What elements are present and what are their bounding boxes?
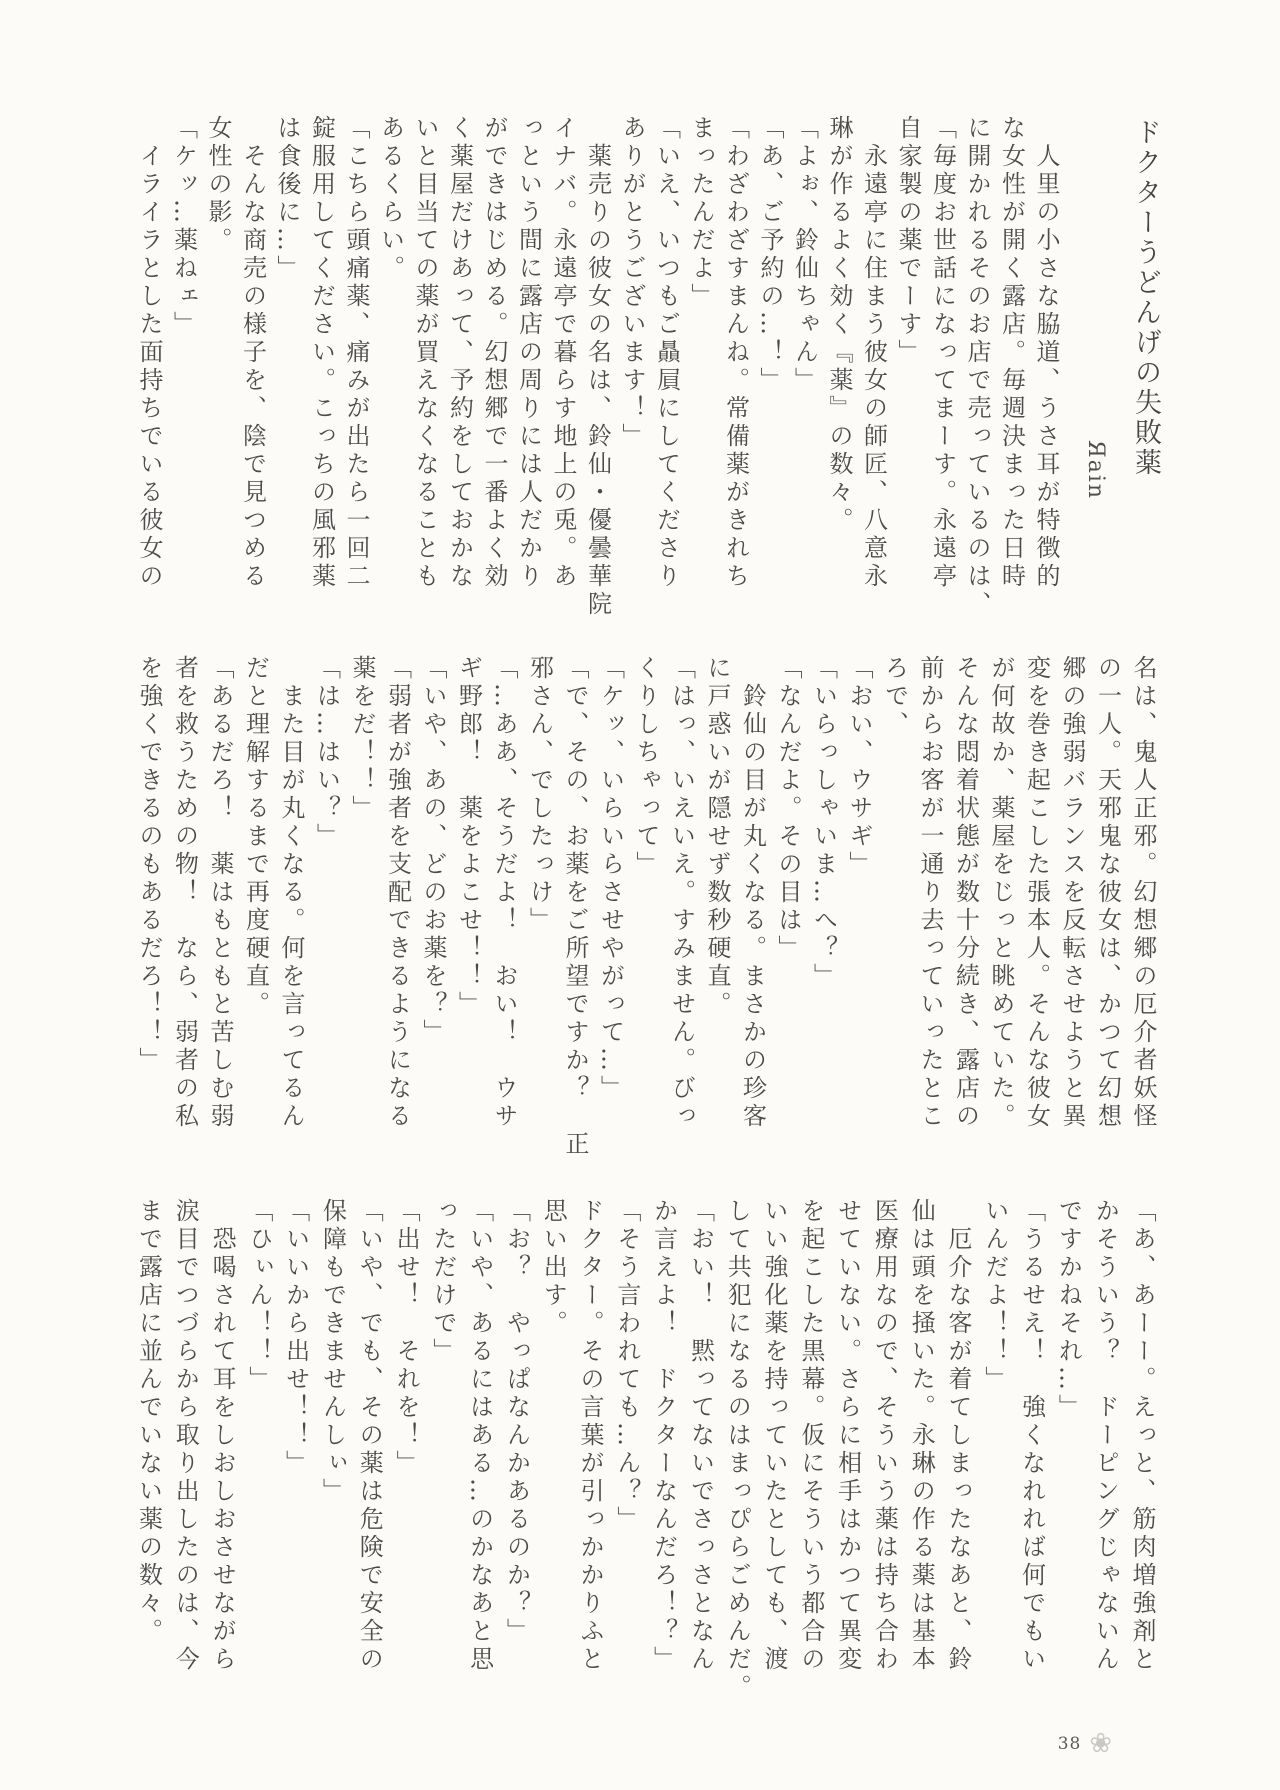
text-line: 「うるせえ！ 強くなれれば何でもい [1017, 1198, 1046, 1674]
page-title: ドクターうどんげの失敗薬 [1130, 118, 1161, 478]
text-line: いい強化薬を持っていたとしても、渡 [760, 1198, 789, 1674]
story-band-1 [132, 115, 1064, 667]
text-line: 錠服用してください。こっちの風邪薬 [307, 115, 336, 591]
text-line: 「おい、ウサギ」 [845, 655, 873, 879]
text-line: まったんだよ」 [687, 115, 715, 311]
text-line: ありがとうございます！」 [618, 115, 646, 451]
text-line: 「わざわざすまんね。常備薬がきれち [721, 115, 750, 591]
text-line: 「おい！ 黙ってないでさっさとなん [686, 1198, 715, 1674]
text-line: イライラとした面持ちでいる彼女の [135, 143, 163, 591]
text-line: 「こちら頭痛薬、痛みが出たら一回二 [342, 115, 370, 591]
text-line: 「出せ！ それを！」 [392, 1198, 421, 1478]
text-line: を起こした黒幕。仮にそういう都合の [796, 1198, 825, 1674]
text-line: 自家製の薬でーす」 [894, 115, 922, 367]
page-footer [1058, 1730, 1112, 1757]
text-line: 薬をだ！！」 [348, 655, 376, 823]
text-line: そんな悶着状態が数十分続き、露店の [951, 655, 980, 1131]
text-line: イナバ。永遠亭で暮らす地上の兎。あ [549, 115, 577, 591]
text-line: 変を巻き起こした張本人。そんな彼女 [1022, 655, 1051, 1131]
text-line: 薬売りの彼女の名は、鈴仙・優曇華院 [583, 143, 612, 619]
text-line: そんな商売の様子を、陰で見つめる [238, 143, 267, 591]
text-line: 鈴仙の目が丸くなる。まさかの珍客 [738, 683, 767, 1131]
text-line: 「いいから出せ！！」 [281, 1198, 310, 1478]
text-line: は食後に…」 [273, 115, 301, 283]
text-line: 「お？ やっぱなんかあるのか？」 [502, 1198, 531, 1646]
text-line: して共犯になるのはまっぴらごめんだ。 [723, 1198, 752, 1702]
text-line: 邪さん、でしたっけ」 [525, 655, 554, 935]
text-line: 「いえ、いつもご贔屓にしてくださり [652, 115, 681, 591]
text-line: だと理解するまで再度硬直。 [241, 655, 270, 1019]
text-line: っという間に露店の周りには人だかり [514, 115, 543, 591]
text-line: 仙は頭を掻いた。永琳の作る薬は基本 [907, 1198, 936, 1674]
text-line: 「いや、あの、どのお薬を？」 [419, 655, 447, 1047]
text-line: 者を救うための物！ なら、弱者の私 [170, 655, 199, 1131]
text-line: 前からお客が一通り去っていったとこ [916, 655, 944, 1131]
text-line: 永遠亭に住まう彼女の師匠、八意永 [859, 143, 888, 591]
flower-icon: ❀ [1089, 1728, 1112, 1759]
text-line: 名は、鬼人正邪。幻想郷の厄介者妖怪 [1129, 655, 1157, 1131]
text-line: あるくらい。 [376, 115, 405, 283]
text-line: な女性が開く露店。毎週決まった日時 [997, 115, 1026, 591]
text-line: 「そう言われても…ん？」 [612, 1198, 641, 1534]
text-line: 恐喝されて耳をしおしおさせながら [208, 1226, 237, 1674]
text-line: を強くできるのもあるだろ！！」 [135, 655, 163, 1075]
text-line: 「ケッ…薬ねェ」 [169, 115, 198, 339]
text-line: 女性の影。 [204, 115, 232, 255]
text-line: が何故か、薬屋をじっと眺めていた。 [987, 655, 1015, 1131]
text-line: ギ野郎！ 薬をよこせ！！」 [454, 655, 483, 1019]
text-line: ができはじめる。幻想郷で一番よく効 [480, 115, 508, 591]
author-name: Яain [1083, 440, 1108, 501]
text-line: 厄介な客が着てしまったなあと、鈴 [944, 1226, 973, 1674]
text-line: 「いらっしゃいま…へ？」 [809, 655, 838, 991]
text-line: 「ひぃん！！」 [244, 1198, 273, 1394]
text-line: 「毎度お世話になってまーす。永遠亭 [928, 115, 957, 591]
text-line: 「いや、でも、その薬は危険で安全の [355, 1198, 384, 1674]
text-line: 「よぉ、鈴仙ちゃん」 [790, 115, 819, 395]
text-line: か言えよ！ ドクターなんだろ！？」 [649, 1198, 678, 1674]
text-line: に開かれるそのお店で売っているのは、 [963, 115, 991, 619]
text-line: の一人。天邪鬼な彼女は、かつて幻想 [1093, 655, 1122, 1131]
text-line: 「で、その、お薬をご所望ですか？ 正 [561, 655, 589, 1159]
text-line: かそういう？ ドーピングじゃないん [1091, 1198, 1120, 1674]
text-line: 保障もできませんしぃ」 [318, 1198, 347, 1506]
text-line: 「は…はい？」 [312, 655, 341, 851]
text-line: まで露店に並んでいない薬の数々。 [134, 1198, 163, 1646]
text-line: 「あ、ご予約の…！」 [756, 115, 784, 395]
story-band-3 [130, 1198, 1160, 1752]
text-line: 「なんだよ。その目は」 [774, 655, 802, 963]
text-line: 郷の強弱バランスを反転させようと異 [1058, 655, 1086, 1131]
story-band-2 [131, 655, 1161, 1207]
text-line: 思い出す。 [539, 1198, 568, 1338]
text-line: 「…ああ、そうだよ！ おい！ ウサ [490, 655, 518, 1131]
text-line: 「あるだろ！ 薬はもともと苦しむ弱 [206, 655, 234, 1131]
text-line: ろで、 [880, 655, 909, 739]
text-line: 「はっ、いえいえ。すみません。びっ [667, 655, 696, 1131]
text-line: 人里の小さな脇道、うさ耳が特徴的 [1032, 143, 1060, 591]
text-line: っただけで」 [428, 1198, 457, 1366]
title-block [1070, 118, 1170, 718]
page-number: 38 [1057, 1733, 1082, 1754]
text-line: いと目当ての薬が買えなくなることも [411, 115, 439, 591]
text-line: に戸惑いが隠せず数秒硬直。 [703, 655, 731, 1019]
text-line: ですかねそれ…」 [1054, 1198, 1083, 1422]
text-line: 「弱者が強者を支配できるようになる [383, 655, 412, 1131]
text-line: く薬屋だけあって、予約をしておかな [445, 115, 474, 591]
text-line: 「ケッ、いらいらさせやがって…」 [596, 655, 625, 1103]
text-line: くりしちゃって」 [632, 655, 660, 879]
text-line: また目が丸くなる。何を言ってるん [277, 683, 305, 1131]
text-line: せていない。さらに相手はかつて異変 [833, 1198, 862, 1674]
text-line: 医療用なので、そういう薬は持ち合わ [870, 1198, 899, 1674]
text-line: 「いや、あるにはある…のかなあと思 [465, 1198, 494, 1674]
text-line: 「あ、あーー。えっと、筋肉増強剤と [1128, 1198, 1156, 1674]
text-line: いんだよ！！」 [980, 1198, 1009, 1394]
text-line: 涙目でつづらから取り出したのは、今 [171, 1198, 200, 1674]
text-line: 琳が作るよく効く『薬』の数々。 [825, 115, 853, 535]
text-line: ドクター。その言葉が引っかかりふと [576, 1198, 605, 1674]
